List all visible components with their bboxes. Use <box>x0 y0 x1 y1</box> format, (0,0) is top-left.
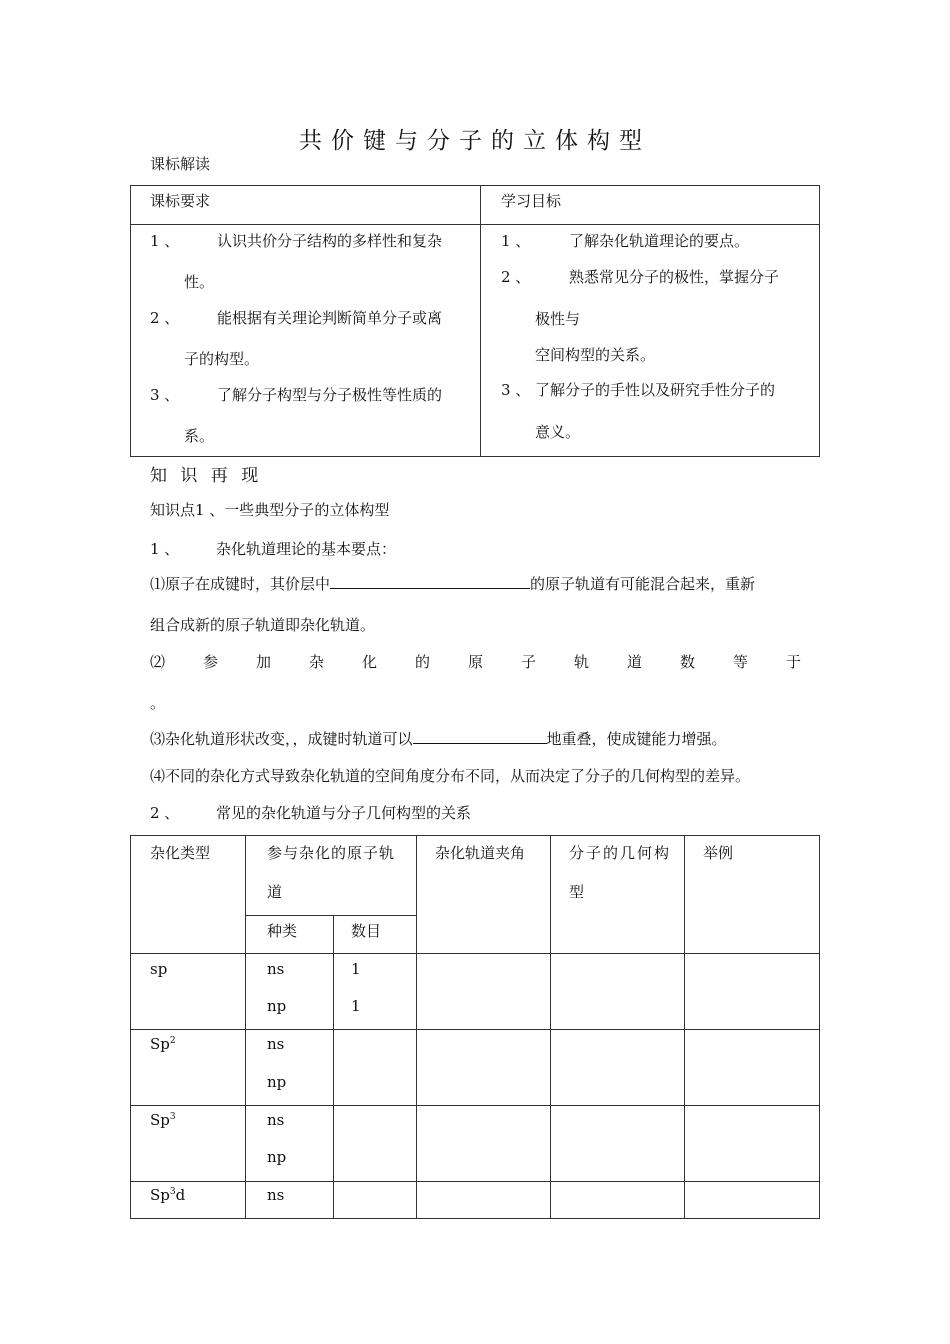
row-kind: np <box>267 997 287 1015</box>
page-title: 共价键与分子的立体构型 <box>299 128 651 154</box>
paragraph-2-char: ⑵ <box>150 653 166 671</box>
col-header-requirements: 课标要求 <box>150 192 211 210</box>
goal-text: 了解杂化轨道理论的要点。 <box>569 232 750 250</box>
req-text: 子的构型。 <box>184 350 260 368</box>
paragraph-2-char: 参 <box>203 653 219 671</box>
req-text: 系。 <box>184 427 215 445</box>
header-geometry-cont: 型 <box>569 883 585 901</box>
paragraph-3 <box>150 728 727 749</box>
paragraph-1-end: 的原子轨道有可能混合起来，重新 <box>530 575 756 593</box>
knowledge-heading: 知 识 再 现 <box>150 466 263 486</box>
row-type-sup: 3 <box>169 1187 176 1197</box>
paragraph-2-char: 杂 <box>309 653 325 671</box>
blank-field <box>330 573 530 589</box>
req-num: 1 、 <box>150 232 180 250</box>
paragraph-2-char: 轨 <box>574 653 590 671</box>
goal-text: 空间构型的关系。 <box>535 346 656 364</box>
goal-text: 意义。 <box>535 423 581 441</box>
item2-text: 常见的杂化轨道与分子几何构型的关系 <box>216 804 472 822</box>
req-text: 能根据有关理论判断简单分子或离 <box>217 309 443 327</box>
req-text: 性。 <box>184 273 215 291</box>
row-kind: ns <box>267 1186 285 1204</box>
row-type <box>150 1186 185 1204</box>
paragraph-1-cont: 组合成新的原子轨道即杂化轨道。 <box>150 616 376 634</box>
goal-text: 熟悉常见分子的极性，掌握分子 <box>569 268 780 286</box>
row-type-base: Sp <box>150 1186 170 1204</box>
row-count: 1 <box>351 960 361 978</box>
goal-num: 1 、 <box>501 232 531 250</box>
row-type-base: Sp <box>150 1111 170 1129</box>
header-count: 数目 <box>351 922 382 940</box>
item1-text: 杂化轨道理论的基本要点： <box>216 540 397 558</box>
header-example: 举例 <box>703 844 734 862</box>
row-kind: ns <box>267 1111 285 1129</box>
paragraph-2-char: 原 <box>468 653 484 671</box>
row-type <box>150 1035 176 1053</box>
paragraph-1-start: ⑴原子在成键时，其价层中 <box>150 575 331 593</box>
header-orbital-cont: 道 <box>267 883 283 901</box>
goal-num: 2 、 <box>501 268 531 286</box>
col-header-goals: 学习目标 <box>501 192 562 210</box>
row-kind: np <box>267 1073 287 1091</box>
paragraph-2-char: 的 <box>415 653 431 671</box>
hybridization-table <box>130 835 820 1219</box>
header-orbital: 参与杂化的原子轨 <box>267 844 396 862</box>
row-type: sp <box>150 960 168 978</box>
goal-text: 极性与 <box>535 310 581 328</box>
req-text: 了解分子构型与分子极性等性质的 <box>217 386 443 404</box>
item2-num: 2 、 <box>150 804 180 822</box>
row-kind: ns <box>267 1035 285 1053</box>
header-type: 杂化类型 <box>150 844 211 862</box>
paragraph-2-end: 。 <box>150 694 166 712</box>
row-type-base: Sp <box>150 1035 170 1053</box>
paragraph-3-end: 地重叠，使成键能力增强。 <box>546 730 727 748</box>
row-type-sup: 3 <box>169 1112 176 1122</box>
paragraph-2-char: 等 <box>733 653 749 671</box>
paragraph-2-char: 化 <box>362 653 378 671</box>
paragraph-2-char: 数 <box>680 653 696 671</box>
paragraph-3-start: ⑶杂化轨道形状改变，，成键时轨道可以 <box>150 730 413 748</box>
header-angle: 杂化轨道夹角 <box>435 844 526 862</box>
row-kind: ns <box>267 960 285 978</box>
paragraph-1 <box>150 573 755 594</box>
paragraph-2-char: 道 <box>627 653 643 671</box>
header-geometry: 分子的几何构 <box>569 844 672 862</box>
req-text: 认识共价分子结构的多样性和复杂 <box>217 232 443 250</box>
row-type <box>150 1111 176 1129</box>
paragraph-2-char: 子 <box>521 653 537 671</box>
goal-text: 了解分子的手性以及研究手性分子的 <box>535 381 776 399</box>
header-kind: 种类 <box>267 922 298 940</box>
row-type-sup: 2 <box>169 1036 176 1046</box>
paragraph-4: ⑷不同的杂化方式导致杂化轨道的空间角度分布不同，从而决定了分子的几何构型的差异。 <box>150 767 751 785</box>
row-kind: np <box>267 1148 287 1166</box>
standards-table <box>130 185 820 457</box>
paragraph-2-char: 于 <box>786 653 802 671</box>
blank-field <box>413 728 547 744</box>
section-standard-label: 课标解读 <box>150 155 211 173</box>
paragraph-2-char: 加 <box>256 653 272 671</box>
point1-heading: 知识点1 、一些典型分子的立体构型 <box>150 501 390 519</box>
goal-num: 3 、 <box>501 381 531 399</box>
row-type-suffix: d <box>175 1186 186 1204</box>
req-num: 2 、 <box>150 309 180 327</box>
req-num: 3 、 <box>150 386 180 404</box>
row-count: 1 <box>351 997 361 1015</box>
item1-num: 1 、 <box>150 540 180 558</box>
